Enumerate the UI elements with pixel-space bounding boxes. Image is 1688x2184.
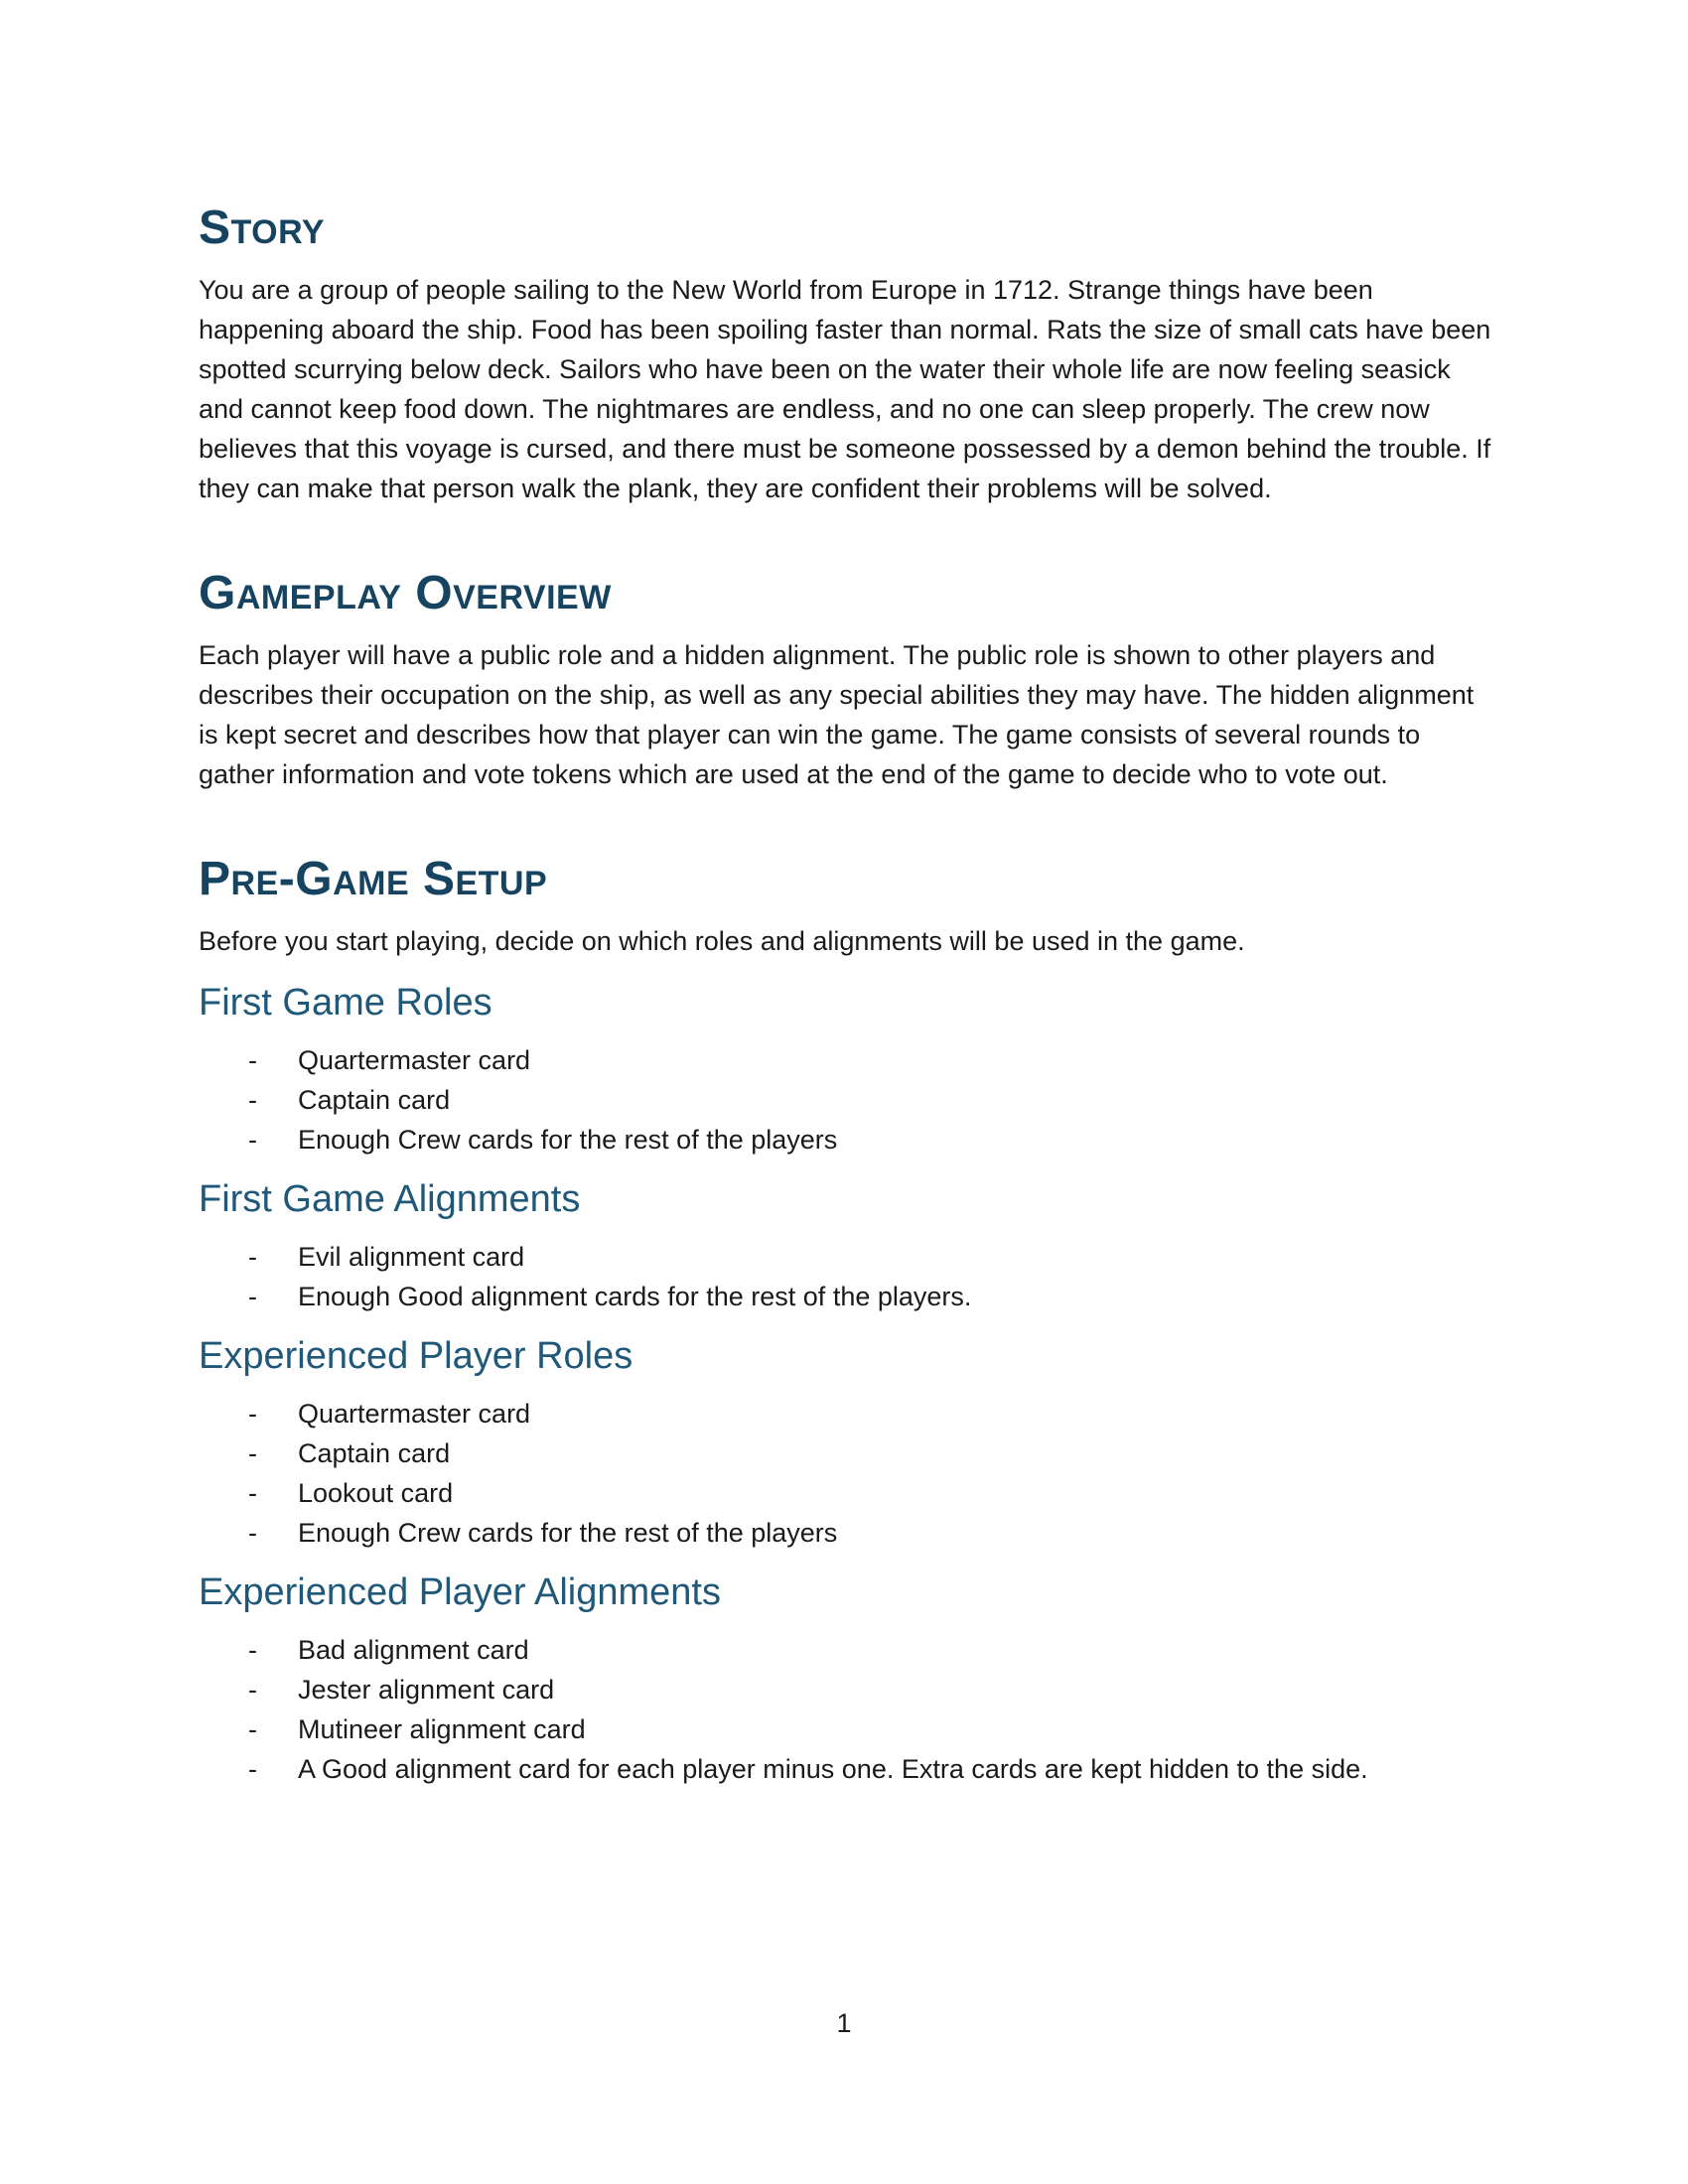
list-item [199,1630,1499,1670]
first-game-roles-heading: First Game Roles [199,982,492,1024]
list-item [199,1394,1499,1433]
page-number: 1 [836,2008,852,2038]
list-item [199,1040,1499,1080]
first-game-roles-list [199,1040,1499,1160]
list-item-text: A Good alignment card for each player minus one. Extra cards are kept hidden to the side. [298,1754,1368,1784]
list-item-text: Jester alignment card [298,1675,555,1705]
list-item-text: Quartermaster card [298,1399,531,1429]
list-item [199,1749,1499,1789]
list-item-text: Bad alignment card [298,1635,529,1665]
list-item [199,1473,1499,1513]
list-item [199,1433,1499,1473]
list-item [199,1277,1499,1316]
experienced-alignments-heading: Experienced Player Alignments [199,1571,721,1613]
first-game-alignments-heading: First Game Alignments [199,1178,581,1220]
list-item-text: Evil alignment card [298,1242,525,1272]
bullet-dash: - [248,1478,257,1508]
story-paragraph: You are a group of people sailing to the New World from Europe in 1712. Strange things have been happening aboard the ship. Food has been spoiling faster than normal. Rats the size of small cats have been spotted scurrying below deck. Sailors who have been on the water their whole life are now feeling seasick and cannot keep food down. The nightmares are endless, and no one can sleep properly. The crew now believes that this voyage is cursed, and there must be someone possessed by a demon behind the trouble. If they can make that person walk the plank, they are confident their problems will be solved. [199,275,1491,503]
list-item-text: Quartermaster card [298,1045,531,1075]
bullet-dash: - [248,1714,257,1744]
list-item-text: Enough Crew cards for the rest of the players [298,1518,838,1548]
list-item [199,1080,1499,1120]
bullet-dash: - [248,1045,257,1075]
list-item [199,1237,1499,1277]
experienced-roles-list [199,1394,1499,1553]
overview-paragraph: Each player will have a public role and a hidden alignment. The public role is shown to other players and describes their occupation on the ship, as well as any special abilities they may have. The hidden alignment is kept secret and describes how that player can win the game. The game consists of several rounds to gather information and vote tokens which are used at the end of the game to decide who to vote out. [199,640,1475,789]
list-item [199,1670,1499,1709]
bullet-dash: - [248,1085,257,1115]
experienced-alignments-list [199,1630,1499,1789]
story-heading: Story [199,202,326,254]
bullet-dash: - [248,1675,257,1705]
bullet-dash: - [248,1438,257,1468]
list-item [199,1513,1499,1553]
bullet-dash: - [248,1518,257,1548]
bullet-dash: - [248,1399,257,1429]
setup-heading: Pre-Game Setup [199,853,548,905]
list-item-text: Mutineer alignment card [298,1714,586,1744]
bullet-dash: - [248,1282,257,1311]
bullet-dash: - [248,1242,257,1272]
bullet-dash: - [248,1635,257,1665]
list-item-text: Captain card [298,1438,451,1468]
list-item-text: Enough Crew cards for the rest of the players [298,1125,838,1155]
page-content [199,199,1499,1789]
setup-intro: Before you start playing, decide on which roles and alignments will be used in the game. [199,926,1245,956]
experienced-roles-heading: Experienced Player Roles [199,1335,633,1377]
list-item-text: Lookout card [298,1478,454,1508]
overview-heading: Gameplay Overview [199,567,612,619]
bullet-dash: - [248,1754,257,1784]
list-item-text: Captain card [298,1085,451,1115]
first-game-alignments-list [199,1237,1499,1316]
list-item-text: Enough Good alignment cards for the rest of the players. [298,1282,972,1311]
list-item [199,1120,1499,1160]
bullet-dash: - [248,1125,257,1155]
list-item [199,1709,1499,1749]
